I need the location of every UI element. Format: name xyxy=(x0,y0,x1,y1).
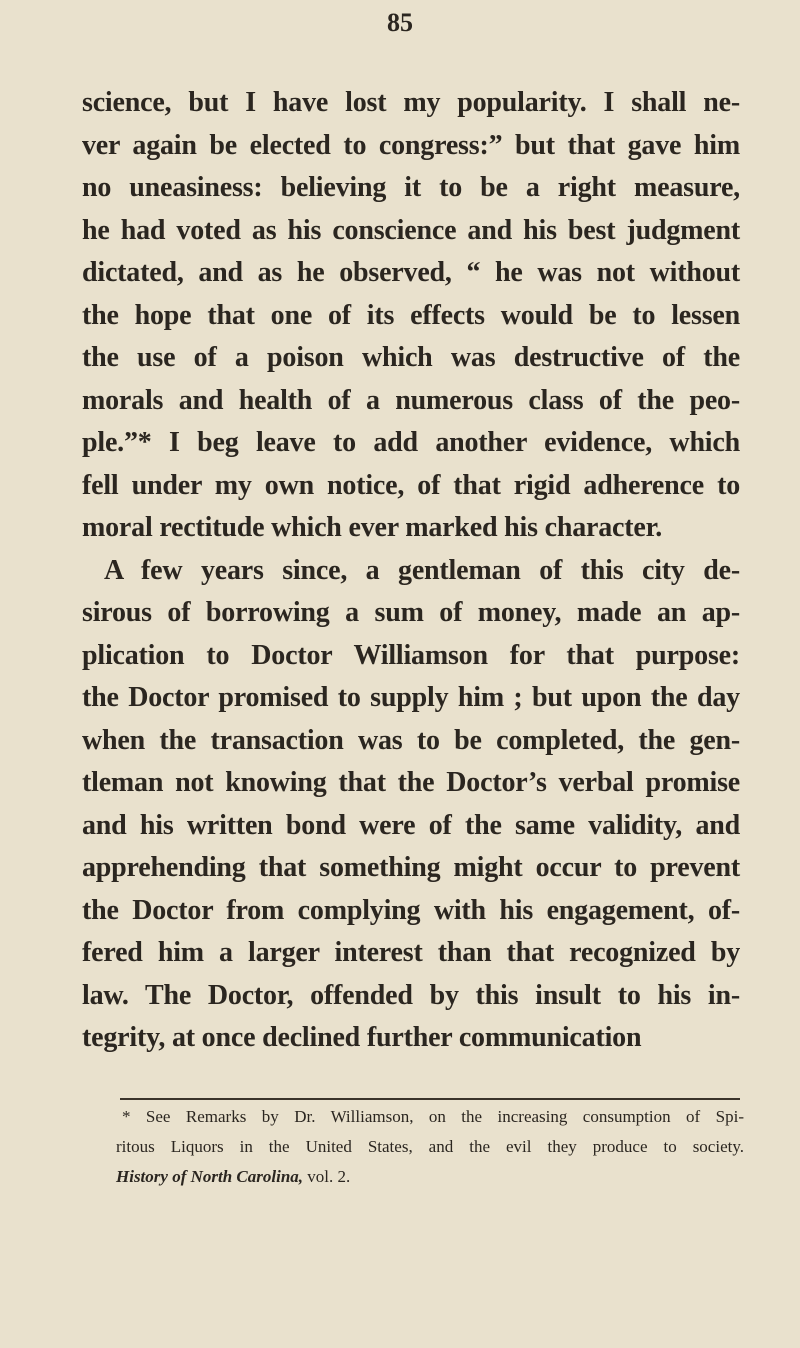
text-line: ple.”* I beg leave to add another evidence, which xyxy=(82,427,740,458)
text-line: sirous of borrowing a sum of money, made an ap- xyxy=(82,597,740,628)
text-line: the Doctor from complying with his engagement, of- xyxy=(82,894,740,926)
text-line: apprehending that something might occur to prevent xyxy=(82,852,740,883)
page-number: 85 xyxy=(387,8,413,37)
footnote xyxy=(116,1102,744,1192)
text-line: tegrity, at once declined further communication xyxy=(82,1022,642,1053)
text-line: and his written bond were of the same validity, and xyxy=(82,809,740,841)
text-line: he had voted as his conscience and his best judgment xyxy=(82,214,740,246)
text-line: ver again be elected to congress:” but that gave him xyxy=(82,129,740,161)
text-line: A few years since, a gentleman of this city de- xyxy=(104,554,740,586)
text-line: law. The Doctor, offended by this insult to his in- xyxy=(82,979,740,1011)
text-line: fered him a larger interest than that recognized by xyxy=(82,937,740,968)
text-line: moral rectitude which ever marked his character. xyxy=(82,512,663,543)
footnote-line: * See Remarks by Dr. Williamson, on the increasing consumption of Spi- xyxy=(122,1107,744,1126)
text-line: dictated, and as he observed, “ he was not without xyxy=(82,257,740,288)
text-line: plication to Doctor Williamson for that purpose: xyxy=(82,639,740,671)
footnote-line xyxy=(116,1162,744,1192)
text-line: morals and health of a numerous class of the peo- xyxy=(82,384,740,416)
text-line: tleman not knowing that the Doctor’s verbal promise xyxy=(82,767,740,798)
text-line: no uneasiness: believing it to be a right measure, xyxy=(82,172,740,203)
footnote-divider xyxy=(120,1098,740,1100)
footnote-volume: vol. 2. xyxy=(303,1167,351,1186)
text-line: the use of a poison which was destructive of the xyxy=(82,342,740,373)
footnote-line: ritous Liquors in the United States, and the evil they produce to society. xyxy=(116,1137,744,1156)
body-text xyxy=(82,82,740,1060)
text-line: fell under my own notice, of that rigid adherence to xyxy=(82,469,740,501)
text-line: the hope that one of its effects would be to lessen xyxy=(82,299,740,331)
footnote-book-title: History of North Carolina, xyxy=(116,1167,304,1186)
text-line: science, but I have lost my popularity. I shall ne- xyxy=(82,87,740,118)
text-line: when the transaction was to be completed, the gen- xyxy=(82,724,740,756)
text-line: the Doctor promised to supply him ; but upon the day xyxy=(82,682,740,713)
